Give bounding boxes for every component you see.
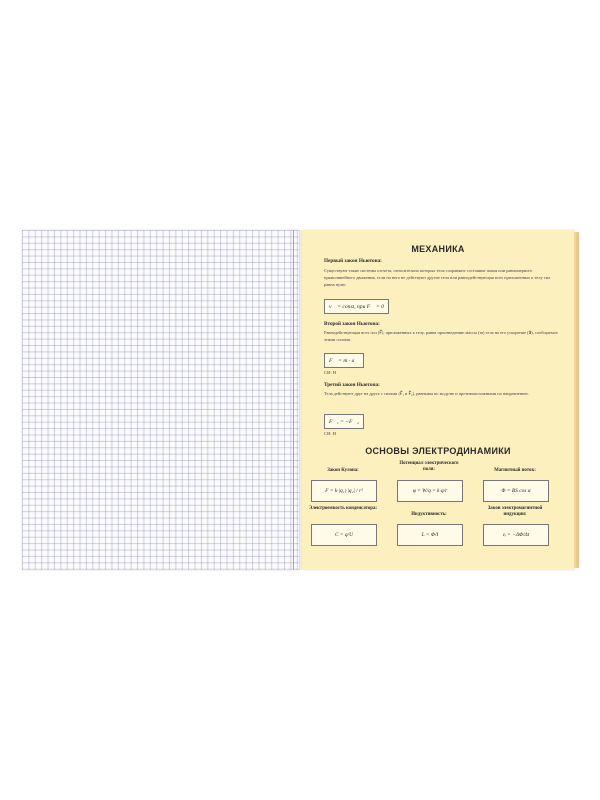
flux-formula: Φ = BS cos α xyxy=(483,480,549,502)
mechanics-title: МЕХАНИКА xyxy=(411,244,465,254)
capacitance-formula: C = q/U xyxy=(311,524,377,546)
electro-title: ОСНОВЫ ЭЛЕКТРОДИНАМИКИ xyxy=(365,446,511,456)
flux-label: Магнитный поток: xyxy=(494,468,536,473)
law3-formula: F⃗₁ = −F⃗₂ xyxy=(324,414,364,429)
law2-heading: Второй закон Ньютона: xyxy=(324,321,380,327)
law2-unit: СИ: Н xyxy=(324,370,337,375)
law1-heading: Первый закон Ньютона: xyxy=(324,258,382,264)
potential-formula: φ = W/q = k·q/r xyxy=(397,480,463,502)
cover-reference-page xyxy=(302,230,574,570)
law2-formula: F⃗ = m · a⃗ xyxy=(324,353,364,368)
margin-line xyxy=(293,230,294,570)
inductance-label: Индуктивность: xyxy=(411,512,447,517)
cover-edge xyxy=(574,232,579,568)
potential-label: Потенциал электрического поля: xyxy=(399,461,459,472)
notebook-grid-page xyxy=(22,230,300,570)
induction-label: Закон электромагнитной индукции: xyxy=(487,506,543,517)
law3-unit: СИ: Н xyxy=(324,431,337,436)
law2-text: Равнодействующая всех сил (F⃗), приложенных к телу, равна произведению массы (m) тела на его ускорение (a⃗), сообщаемое этими силами. xyxy=(324,330,558,342)
inductance-formula: L = Φ/I xyxy=(397,524,463,546)
law3-text: Тела действуют друг на друга с силами (F⃗₁ и F⃗₂), равными по модулю и противоположными по направлению. xyxy=(324,391,529,396)
capacitance-label: Электроемкость конденсатора: xyxy=(309,506,377,511)
law1-text: Существуют такие системы отсчета, относительно которых тела сохраняют состояние покоя или равномерного прямолинейного движения, если на него не действуют другие тела или равнодействующая всех приложенных к телу сил равна нулю. xyxy=(324,268,551,287)
coulomb-label: Закон Кулона: xyxy=(327,468,359,473)
law3-heading: Третий закон Ньютона: xyxy=(324,382,380,388)
law1-formula: v⃗ = const, при F⃗ = 0 xyxy=(324,299,389,314)
coulomb-formula: F = k·|q₁|·|q₂| / r² xyxy=(311,480,377,502)
induction-formula: εᵢ = −ΔΦ/Δt xyxy=(483,524,549,546)
